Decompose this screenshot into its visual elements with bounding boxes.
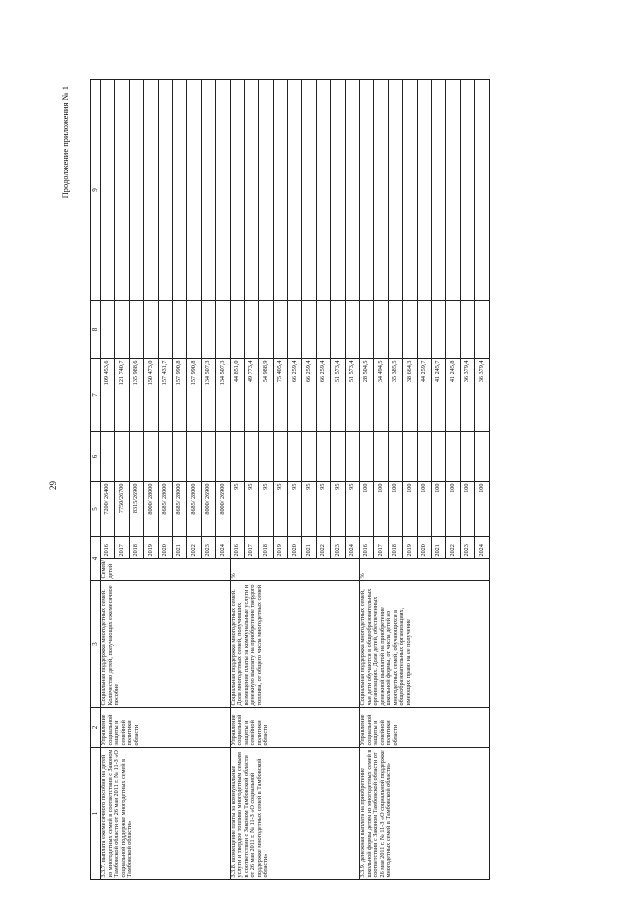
year-cell: 2016 <box>360 537 374 559</box>
empty-cell <box>431 80 445 301</box>
funding-cell: 157 990,8 <box>187 359 201 432</box>
empty-cell <box>403 432 417 482</box>
target-value-cell: 95 <box>331 482 345 537</box>
empty-cell <box>259 301 273 359</box>
empty-cell <box>101 432 115 482</box>
target-value-cell: 8685/ 28000 <box>158 482 172 537</box>
unit-cell: % <box>360 559 490 581</box>
year-cell: 2017 <box>244 537 258 559</box>
indicator-cell: Социальная поддержка многодетных семей. Количество детей, получающих ежемесячное пособие <box>101 581 231 708</box>
funding-cell: 35 385,5 <box>388 359 402 432</box>
table-row <box>101 80 115 880</box>
empty-cell <box>115 301 129 359</box>
target-value-cell: 95 <box>259 482 273 537</box>
funding-cell: 41 245,7 <box>431 359 445 432</box>
responsible-cell: Управление социальной защиты и семейной политики области <box>230 708 360 748</box>
empty-cell <box>144 432 158 482</box>
funding-cell: 157 431,7 <box>158 359 172 432</box>
empty-cell <box>201 432 215 482</box>
year-cell: 2021 <box>172 537 186 559</box>
empty-cell <box>331 301 345 359</box>
empty-cell <box>288 301 302 359</box>
unit-cell: Семей/ детей <box>101 559 231 581</box>
empty-cell <box>101 301 115 359</box>
empty-cell <box>273 301 287 359</box>
year-cell: 2017 <box>374 537 388 559</box>
col-header: 5 <box>91 482 101 537</box>
year-cell: 2022 <box>446 537 460 559</box>
empty-cell <box>374 80 388 301</box>
measure-name-cell: 3.3.8. возмещение платы за коммунальные услуги и твердое топливо многодетным семьям в соответствии с Законом Тамбовской области от 26 мая 2011 г. № 11-З «О социальной поддержке многодетных семей в Тамбовской области» <box>230 748 360 880</box>
empty-cell <box>417 432 431 482</box>
funding-cell: 38 664,3 <box>403 359 417 432</box>
funding-cell: 44 851,0 <box>230 359 244 432</box>
empty-cell <box>129 80 143 301</box>
indicator-cell: Социальная поддержка многодетных семей, чьи дети обучаются в общеобразовательных организациях. Доля детей, обеспеченных денежной выплатой на приобретение школьной формы, от числа детей из многодетных семей, обучающихся в общеобразовательных организациях, имеющих право на ее получение <box>360 581 490 708</box>
empty-cell <box>446 432 460 482</box>
empty-cell <box>403 80 417 301</box>
empty-cell <box>216 80 230 301</box>
empty-cell <box>158 301 172 359</box>
table-row <box>360 80 374 880</box>
empty-cell <box>129 432 143 482</box>
measure-name-cell: 3.3.7. выплата ежемесячного пособия на детей из многодетных семей в соответствии с Законом Тамбовской области от 26 мая 2011 г. № 11-З «О социальной поддержке многодетных семей в Тамбовской области» <box>101 748 231 880</box>
target-value-cell: 100 <box>446 482 460 537</box>
target-value-cell: 95 <box>244 482 258 537</box>
empty-cell <box>158 432 172 482</box>
empty-cell <box>230 80 244 301</box>
empty-cell <box>187 301 201 359</box>
funding-cell: 75 405,4 <box>273 359 287 432</box>
empty-cell <box>446 80 460 301</box>
funding-cell: 51 573,4 <box>345 359 359 432</box>
funding-cell: 134 507,3 <box>216 359 230 432</box>
year-cell: 2016 <box>230 537 244 559</box>
col-header: 6 <box>91 432 101 482</box>
empty-cell <box>374 432 388 482</box>
year-cell: 2018 <box>259 537 273 559</box>
empty-cell <box>302 301 316 359</box>
year-cell: 2022 <box>316 537 330 559</box>
empty-cell <box>302 432 316 482</box>
funding-cell: 66 259,4 <box>302 359 316 432</box>
funding-cell: 36 379,4 <box>460 359 474 432</box>
target-value-cell: 100 <box>475 482 489 537</box>
table-row <box>230 80 244 880</box>
empty-cell <box>144 301 158 359</box>
col-header: 9 <box>91 80 101 301</box>
empty-cell <box>259 80 273 301</box>
empty-cell <box>115 80 129 301</box>
empty-cell <box>374 301 388 359</box>
empty-cell <box>360 432 374 482</box>
column-number-row <box>91 80 101 880</box>
target-value-cell: 100 <box>388 482 402 537</box>
year-cell: 2023 <box>460 537 474 559</box>
year-cell: 2021 <box>302 537 316 559</box>
funding-cell: 157 990,8 <box>172 359 186 432</box>
year-cell: 2020 <box>158 537 172 559</box>
target-value-cell: 100 <box>403 482 417 537</box>
year-cell: 2020 <box>417 537 431 559</box>
empty-cell <box>115 432 129 482</box>
target-value-cell: 100 <box>360 482 374 537</box>
empty-cell <box>388 301 402 359</box>
empty-cell <box>388 432 402 482</box>
empty-cell <box>388 80 402 301</box>
empty-cell <box>230 432 244 482</box>
target-value-cell: 100 <box>460 482 474 537</box>
target-value-cell: 8000/ 28000 <box>144 482 158 537</box>
table-body <box>101 80 490 880</box>
target-value-cell: 100 <box>417 482 431 537</box>
year-cell: 2018 <box>388 537 402 559</box>
empty-cell <box>316 301 330 359</box>
empty-cell <box>259 432 273 482</box>
funding-cell: 66 259,4 <box>288 359 302 432</box>
empty-cell <box>475 432 489 482</box>
year-cell: 2024 <box>345 537 359 559</box>
year-cell: 2021 <box>431 537 445 559</box>
empty-cell <box>345 80 359 301</box>
target-value-cell: 8685/ 28000 <box>172 482 186 537</box>
empty-cell <box>144 80 158 301</box>
funding-cell: 66 259,4 <box>316 359 330 432</box>
year-cell: 2019 <box>273 537 287 559</box>
empty-cell <box>244 432 258 482</box>
empty-cell <box>345 301 359 359</box>
col-header: 7 <box>91 359 101 432</box>
responsible-cell: Управление социальной защиты и семейной политики области <box>101 708 231 748</box>
empty-cell <box>216 301 230 359</box>
funding-cell: 49 773,4 <box>244 359 258 432</box>
empty-cell <box>172 432 186 482</box>
rotated-content <box>48 80 610 880</box>
funding-cell: 41 245,8 <box>446 359 460 432</box>
empty-cell <box>345 432 359 482</box>
empty-cell <box>460 80 474 301</box>
program-table <box>90 79 490 880</box>
empty-cell <box>475 301 489 359</box>
empty-cell <box>273 80 287 301</box>
page-number: 29 <box>48 481 58 490</box>
year-cell: 2022 <box>187 537 201 559</box>
funding-cell: 44 259,7 <box>417 359 431 432</box>
empty-cell <box>172 301 186 359</box>
responsible-cell: Управление социальной защиты и семейной политики области <box>360 708 490 748</box>
empty-cell <box>273 432 287 482</box>
target-value-cell: 95 <box>230 482 244 537</box>
target-value-cell: 8315/26900 <box>129 482 143 537</box>
target-value-cell: 100 <box>431 482 445 537</box>
empty-cell <box>316 432 330 482</box>
empty-cell <box>172 80 186 301</box>
funding-cell: 135 988,6 <box>129 359 143 432</box>
target-value-cell: 100 <box>374 482 388 537</box>
funding-cell: 51 573,4 <box>331 359 345 432</box>
empty-cell <box>288 432 302 482</box>
empty-cell <box>244 301 258 359</box>
funding-cell: 134 507,3 <box>201 359 215 432</box>
continuation-label: Продолжение приложения № 1 <box>60 86 70 199</box>
empty-cell <box>101 80 115 301</box>
empty-cell <box>360 80 374 301</box>
measure-name-cell: 3.3.9. денежная выплата на приобретение школьной формы детям из многодетных семей в соответствии с Законом Тамбовской области от 26 мая 2011 г. № 11-З «О социальной поддержке многодетных семей в Тамбовской области» <box>360 748 490 880</box>
empty-cell <box>417 301 431 359</box>
empty-cell <box>460 301 474 359</box>
year-cell: 2017 <box>115 537 129 559</box>
empty-cell <box>244 80 258 301</box>
target-value-cell: 95 <box>273 482 287 537</box>
indicator-cell: Социальная поддержка многодетных семей. Доля многодетных семей, получивших возмещение платы за коммунальные услуги и денежную выплату на приобретение твердого топлива, от общего числа многодетных семей <box>230 581 360 708</box>
target-value-cell: 95 <box>316 482 330 537</box>
target-value-cell: 7750/26700 <box>115 482 129 537</box>
empty-cell <box>403 301 417 359</box>
empty-cell <box>360 301 374 359</box>
target-value-cell: 8000/ 26900 <box>216 482 230 537</box>
col-header: 4 <box>91 537 101 581</box>
target-value-cell: 95 <box>345 482 359 537</box>
funding-cell: 34 494,5 <box>374 359 388 432</box>
col-header: 8 <box>91 301 101 359</box>
empty-cell <box>201 80 215 301</box>
empty-cell <box>129 301 143 359</box>
empty-cell <box>431 301 445 359</box>
funding-cell: 150 473,0 <box>144 359 158 432</box>
empty-cell <box>417 80 431 301</box>
year-cell: 2023 <box>201 537 215 559</box>
year-cell: 2020 <box>288 537 302 559</box>
year-cell: 2018 <box>129 537 143 559</box>
col-header: 3 <box>91 581 101 708</box>
empty-cell <box>460 432 474 482</box>
empty-cell <box>187 80 201 301</box>
target-value-cell: 8000/ 26900 <box>201 482 215 537</box>
empty-cell <box>216 432 230 482</box>
empty-cell <box>288 80 302 301</box>
unit-cell: % <box>230 559 360 581</box>
col-header: 1 <box>91 748 101 880</box>
col-header: 2 <box>91 708 101 748</box>
funding-cell: 36 379,4 <box>475 359 489 432</box>
year-cell: 2019 <box>144 537 158 559</box>
target-value-cell: 95 <box>288 482 302 537</box>
empty-cell <box>316 80 330 301</box>
target-value-cell: 95 <box>302 482 316 537</box>
funding-cell: 54 988,9 <box>259 359 273 432</box>
empty-cell <box>446 301 460 359</box>
empty-cell <box>331 432 345 482</box>
funding-cell: 121 740,7 <box>115 359 129 432</box>
year-cell: 2019 <box>403 537 417 559</box>
empty-cell <box>187 432 201 482</box>
year-cell: 2016 <box>101 537 115 559</box>
empty-cell <box>331 80 345 301</box>
empty-cell <box>201 301 215 359</box>
empty-cell <box>302 80 316 301</box>
empty-cell <box>431 432 445 482</box>
empty-cell <box>475 80 489 301</box>
year-cell: 2024 <box>475 537 489 559</box>
funding-cell: 28 504,5 <box>360 359 374 432</box>
empty-cell <box>230 301 244 359</box>
target-value-cell: 8685/ 28000 <box>187 482 201 537</box>
target-value-cell: 7200/ 26400 <box>101 482 115 537</box>
year-cell: 2024 <box>216 537 230 559</box>
empty-cell <box>158 80 172 301</box>
year-cell: 2023 <box>331 537 345 559</box>
funding-cell: 109 453,6 <box>101 359 115 432</box>
